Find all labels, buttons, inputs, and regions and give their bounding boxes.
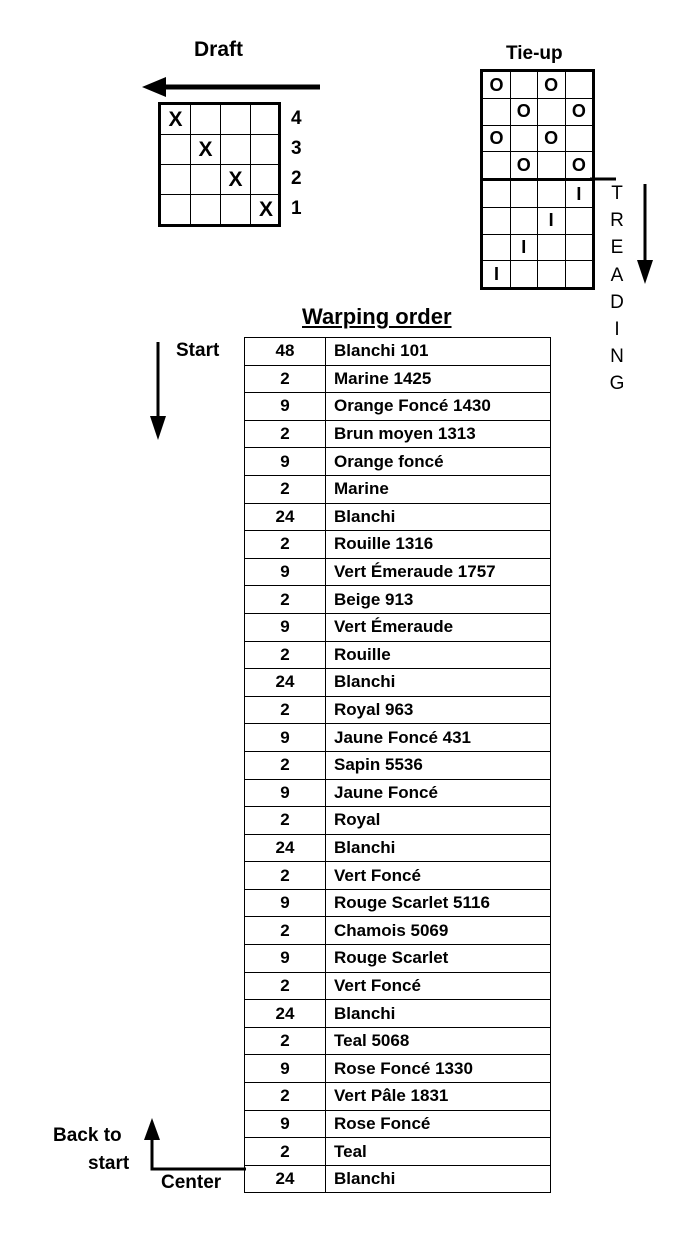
thread-color: Rose Foncé — [326, 1110, 551, 1138]
treadle-cell — [565, 261, 593, 288]
treadling-letter: E — [610, 237, 624, 259]
thread-color: Royal — [326, 807, 551, 835]
tieup-cell — [510, 72, 538, 99]
treadling-letter: R — [610, 210, 624, 232]
thread-count: 2 — [245, 1027, 326, 1055]
draft-cell — [161, 135, 191, 165]
thread-color: Blanchi — [326, 1165, 551, 1193]
table-row — [245, 503, 551, 531]
table-row — [245, 393, 551, 421]
treadle-cell — [565, 208, 593, 235]
table-row — [245, 1083, 551, 1111]
thread-count: 9 — [245, 779, 326, 807]
draft-cell — [161, 165, 191, 195]
thread-count: 2 — [245, 531, 326, 559]
draft-title: Draft — [194, 38, 244, 61]
draft-cell — [251, 105, 281, 135]
back-to-start-arrow-icon — [140, 1116, 248, 1176]
thread-count: 2 — [245, 475, 326, 503]
treadle-cell — [565, 234, 593, 261]
thread-color: Orange Foncé 1430 — [326, 393, 551, 421]
thread-color: Chamois 5069 — [326, 917, 551, 945]
thread-color: Marine — [326, 475, 551, 503]
tieup-cell — [510, 125, 538, 152]
tieup-cell — [538, 99, 566, 126]
table-row — [245, 696, 551, 724]
thread-count: 24 — [245, 503, 326, 531]
draft-cell — [191, 165, 221, 195]
tieup-cell — [483, 99, 511, 126]
thread-color: Rose Foncé 1330 — [326, 1055, 551, 1083]
thread-color: Jaune Foncé — [326, 779, 551, 807]
back-to-start-label-line1: Back to — [53, 1125, 122, 1146]
treadle-cell — [483, 181, 511, 208]
thread-count: 2 — [245, 641, 326, 669]
draft-cell — [221, 135, 251, 165]
table-row — [245, 448, 551, 476]
thread-count: 9 — [245, 393, 326, 421]
thread-color: Blanchi — [326, 1000, 551, 1028]
table-row — [245, 365, 551, 393]
thread-color: Rouille 1316 — [326, 531, 551, 559]
thread-count: 9 — [245, 724, 326, 752]
treadling-letter: N — [610, 346, 624, 368]
tieup-cell: O — [571, 154, 586, 175]
thread-count: 48 — [245, 338, 326, 366]
tieup-cell: O — [538, 72, 566, 99]
thread-count: 9 — [245, 1055, 326, 1083]
thread-color: Marine 1425 — [326, 365, 551, 393]
thread-count: 2 — [245, 862, 326, 890]
tieup-cell: O — [510, 99, 538, 126]
table-row — [245, 1027, 551, 1055]
thread-color: Rouge Scarlet 5116 — [326, 889, 551, 917]
treadling-grid — [480, 178, 595, 290]
table-row — [245, 1165, 551, 1193]
thread-count: 2 — [245, 972, 326, 1000]
table-row — [245, 669, 551, 697]
treadling-arrow-down-icon — [634, 182, 656, 286]
thread-color: Brun moyen 1313 — [326, 420, 551, 448]
back-to-start-label-line2: start — [88, 1153, 130, 1174]
thread-count: 24 — [245, 669, 326, 697]
treadle-cell — [510, 181, 538, 208]
table-row — [245, 862, 551, 890]
tieup-cell — [565, 72, 593, 99]
thread-color: Jaune Foncé 431 — [326, 724, 551, 752]
thread-count: 2 — [245, 807, 326, 835]
treadle-cell — [538, 234, 566, 261]
thread-count: 9 — [245, 889, 326, 917]
table-row — [245, 724, 551, 752]
shaft-number: 1 — [291, 198, 302, 219]
treadle-cell — [483, 208, 511, 235]
tieup-grid — [480, 69, 595, 181]
table-row — [245, 531, 551, 559]
thread-count: 24 — [245, 834, 326, 862]
tieup-cell — [538, 152, 566, 179]
treadle-cell — [510, 208, 538, 235]
thread-color: Orange foncé — [326, 448, 551, 476]
thread-count: 9 — [245, 448, 326, 476]
treadling-letter: T — [611, 183, 623, 204]
table-row — [245, 613, 551, 641]
table-row — [245, 558, 551, 586]
treadle-cell — [483, 234, 511, 261]
draft-cell — [221, 105, 251, 135]
treadle-cell: I — [565, 181, 593, 208]
warping-order-table — [244, 337, 551, 1193]
tieup-title: Tie-up — [506, 43, 563, 64]
draft-grid — [158, 102, 281, 227]
treadling-letter: I — [614, 319, 620, 340]
thread-color: Vert Foncé — [326, 972, 551, 1000]
tieup-cell — [565, 125, 593, 152]
thread-color: Vert Foncé — [326, 862, 551, 890]
shaft-number: 2 — [291, 168, 302, 189]
table-row — [245, 420, 551, 448]
center-label: Center — [161, 1172, 222, 1193]
tieup-cell: O — [538, 125, 566, 152]
treadling-letter: A — [610, 264, 624, 286]
thread-count: 2 — [245, 1138, 326, 1166]
draft-cell: X — [161, 105, 191, 135]
table-row — [245, 1000, 551, 1028]
warping-order-title: Warping order — [302, 304, 452, 329]
table-row — [245, 834, 551, 862]
table-row — [245, 945, 551, 973]
thread-color: Teal 5068 — [326, 1027, 551, 1055]
draft-cell: X — [221, 165, 251, 195]
thread-color: Rouge Scarlet — [326, 945, 551, 973]
draft-cell — [251, 165, 281, 195]
thread-color: Blanchi 101 — [326, 338, 551, 366]
thread-color: Teal — [326, 1138, 551, 1166]
tieup-cell: O — [483, 72, 511, 99]
table-row — [245, 779, 551, 807]
thread-count: 2 — [245, 586, 326, 614]
table-row — [245, 972, 551, 1000]
treadle-cell: I — [538, 208, 566, 235]
table-row — [245, 641, 551, 669]
start-arrow-down-icon — [146, 342, 170, 442]
thread-color: Blanchi — [326, 503, 551, 531]
tieup-cell: O — [565, 99, 593, 126]
thread-count: 2 — [245, 1083, 326, 1111]
thread-color: Vert Émeraude 1757 — [326, 558, 551, 586]
thread-color: Vert Pâle 1831 — [326, 1083, 551, 1111]
draft-cell — [221, 195, 251, 225]
table-row — [245, 1138, 551, 1166]
treadle-cell: I — [483, 261, 511, 288]
thread-color: Vert Émeraude — [326, 613, 551, 641]
shaft-number: 3 — [291, 138, 302, 159]
thread-color: Beige 913 — [326, 586, 551, 614]
thread-count: 9 — [245, 945, 326, 973]
thread-color: Royal 963 — [326, 696, 551, 724]
thread-count: 24 — [245, 1165, 326, 1193]
table-row — [245, 1110, 551, 1138]
start-label: Start — [176, 340, 220, 361]
treadling-letter: G — [609, 373, 625, 395]
draft-cell: X — [191, 135, 221, 165]
draft-cell — [191, 105, 221, 135]
tieup-cell: O — [483, 125, 511, 152]
treadle-cell: I — [510, 234, 538, 261]
treadling-letter: D — [610, 291, 624, 313]
table-row — [245, 889, 551, 917]
treadle-cell — [538, 261, 566, 288]
thread-count: 9 — [245, 613, 326, 641]
draft-cell: X — [258, 198, 273, 221]
thread-color: Blanchi — [326, 669, 551, 697]
table-row — [245, 586, 551, 614]
draft-cell — [251, 135, 281, 165]
thread-count: 2 — [245, 420, 326, 448]
draft-cell — [161, 195, 191, 225]
thread-count: 2 — [245, 365, 326, 393]
draft-arrow-left-icon — [140, 76, 322, 98]
thread-count: 24 — [245, 1000, 326, 1028]
treadle-cell — [538, 181, 566, 208]
draft-cell — [191, 195, 221, 225]
table-row — [245, 917, 551, 945]
thread-count: 2 — [245, 751, 326, 779]
thread-count: 9 — [245, 558, 326, 586]
thread-count: 2 — [245, 917, 326, 945]
thread-color: Sapin 5536 — [326, 751, 551, 779]
thread-color: Rouille — [326, 641, 551, 669]
tieup-cell — [483, 152, 511, 179]
table-row — [245, 1055, 551, 1083]
tieup-cell: O — [510, 152, 538, 179]
table-row — [245, 475, 551, 503]
table-row — [245, 338, 551, 366]
thread-count: 9 — [245, 1110, 326, 1138]
thread-color: Blanchi — [326, 834, 551, 862]
treadle-cell — [510, 261, 538, 288]
thread-count: 2 — [245, 696, 326, 724]
table-row — [245, 807, 551, 835]
shaft-number: 4 — [291, 108, 302, 129]
table-row — [245, 751, 551, 779]
